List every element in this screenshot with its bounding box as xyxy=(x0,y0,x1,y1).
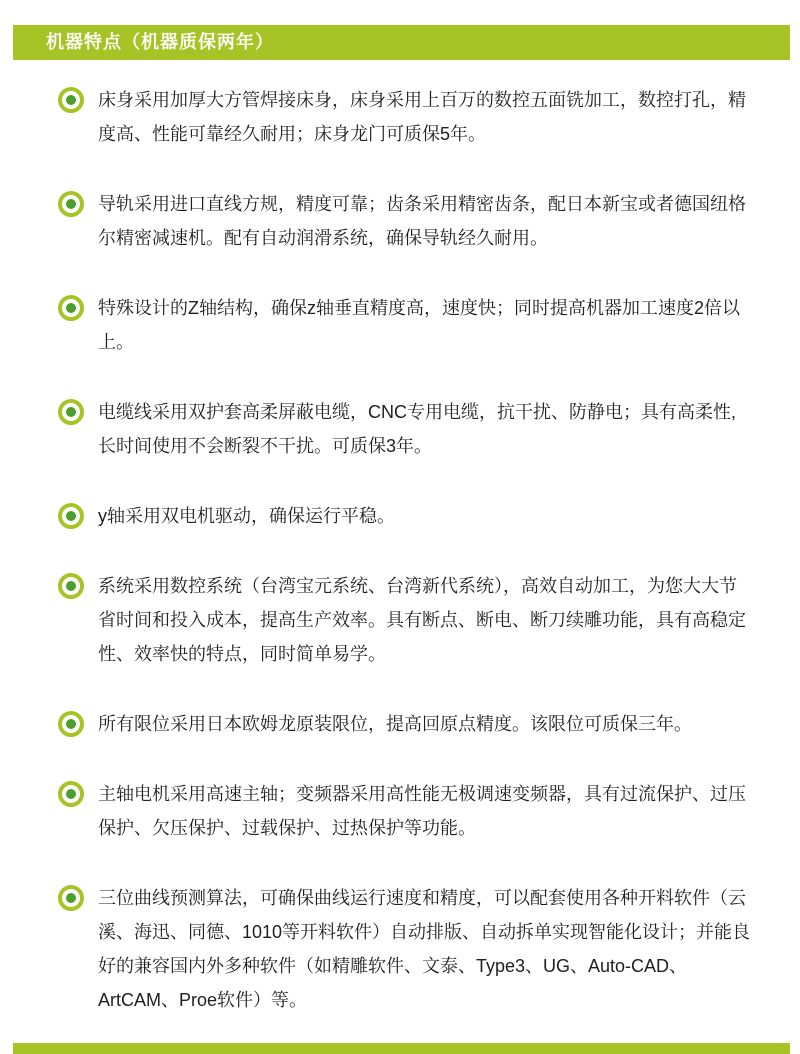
feature-item xyxy=(58,569,758,671)
section-header-bar: 机器特点（机器质保两年） xyxy=(13,25,790,60)
target-bullet-inner-dot xyxy=(66,789,76,799)
feature-item xyxy=(58,707,758,741)
target-bullet-icon xyxy=(58,399,84,425)
target-bullet-icon xyxy=(58,191,84,217)
target-bullet-inner-dot xyxy=(66,511,76,521)
target-bullet-inner-dot xyxy=(66,95,76,105)
feature-item-text: 所有限位采用日本欧姆龙原装限位，提高回原点精度。该限位可质保三年。 xyxy=(98,714,692,734)
feature-item xyxy=(58,291,758,359)
feature-item-text: 主轴电机采用高速主轴；变频器采用高性能无极调速变频器，具有过流保护、过压保护、欠压保护、过载保护、过热保护等功能。 xyxy=(98,784,746,838)
target-bullet-inner-dot xyxy=(66,199,76,209)
target-bullet-icon xyxy=(58,781,84,807)
target-bullet-inner-dot xyxy=(66,303,76,313)
feature-item xyxy=(58,187,758,255)
feature-item-text: 电缆线采用双护套高柔屏蔽电缆，CNC专用电缆，抗干扰、防静电；具有高柔性,长时间使用不会断裂不干扰。可质保3年。 xyxy=(98,402,736,456)
feature-item-text: 特殊设计的Z轴结构，确保z轴垂直精度高，速度快；同时提高机器加工速度2倍以上。 xyxy=(98,298,741,352)
target-bullet-inner-dot xyxy=(66,719,76,729)
feature-item xyxy=(58,777,758,845)
target-bullet-icon xyxy=(58,885,84,911)
target-bullet-icon xyxy=(58,503,84,529)
target-bullet-icon xyxy=(58,711,84,737)
feature-item-text: 导轨采用进口直线方规，精度可靠；齿条采用精密齿条，配日本新宝或者德国纽格尔精密减速机。配有自动润滑系统，确保导轨经久耐用。 xyxy=(98,194,746,248)
feature-item xyxy=(58,83,758,151)
target-bullet-icon xyxy=(58,87,84,113)
feature-item-text: 系统采用数控系统（台湾宝元系统、台湾新代系统），高效自动加工，为您大大节省时间和投入成本，提高生产效率。具有断点、断电、断刀续雕功能，具有高稳定性、效率快的特点，同时简单易学。 xyxy=(98,576,746,664)
feature-item-text: 三位曲线预测算法，可确保曲线运行速度和精度，可以配套使用各种开料软件（云溪、海迅、同德、1010等开料软件）自动排版、自动拆单实现智能化设计；并能良好的兼容国内外多种软件（如精雕软件、文泰、Type3、UG、Auto-CAD、ArtCAM、Proe软件）等。 xyxy=(98,888,751,1010)
target-bullet-icon xyxy=(58,295,84,321)
feature-item-text: 床身采用加厚大方管焊接床身，床身采用上百万的数控五面铣加工，数控打孔，精度高、性能可靠经久耐用；床身龙门可质保5年。 xyxy=(98,90,746,144)
feature-item-text: y轴采用双电机驱动，确保运行平稳。 xyxy=(98,506,395,526)
feature-item xyxy=(58,395,758,463)
feature-item xyxy=(58,881,758,1017)
feature-list xyxy=(58,83,758,1053)
target-bullet-inner-dot xyxy=(66,407,76,417)
next-section-bar-cutoff xyxy=(13,1043,790,1054)
target-bullet-icon xyxy=(58,573,84,599)
target-bullet-inner-dot xyxy=(66,581,76,591)
feature-item xyxy=(58,499,758,533)
target-bullet-inner-dot xyxy=(66,893,76,903)
